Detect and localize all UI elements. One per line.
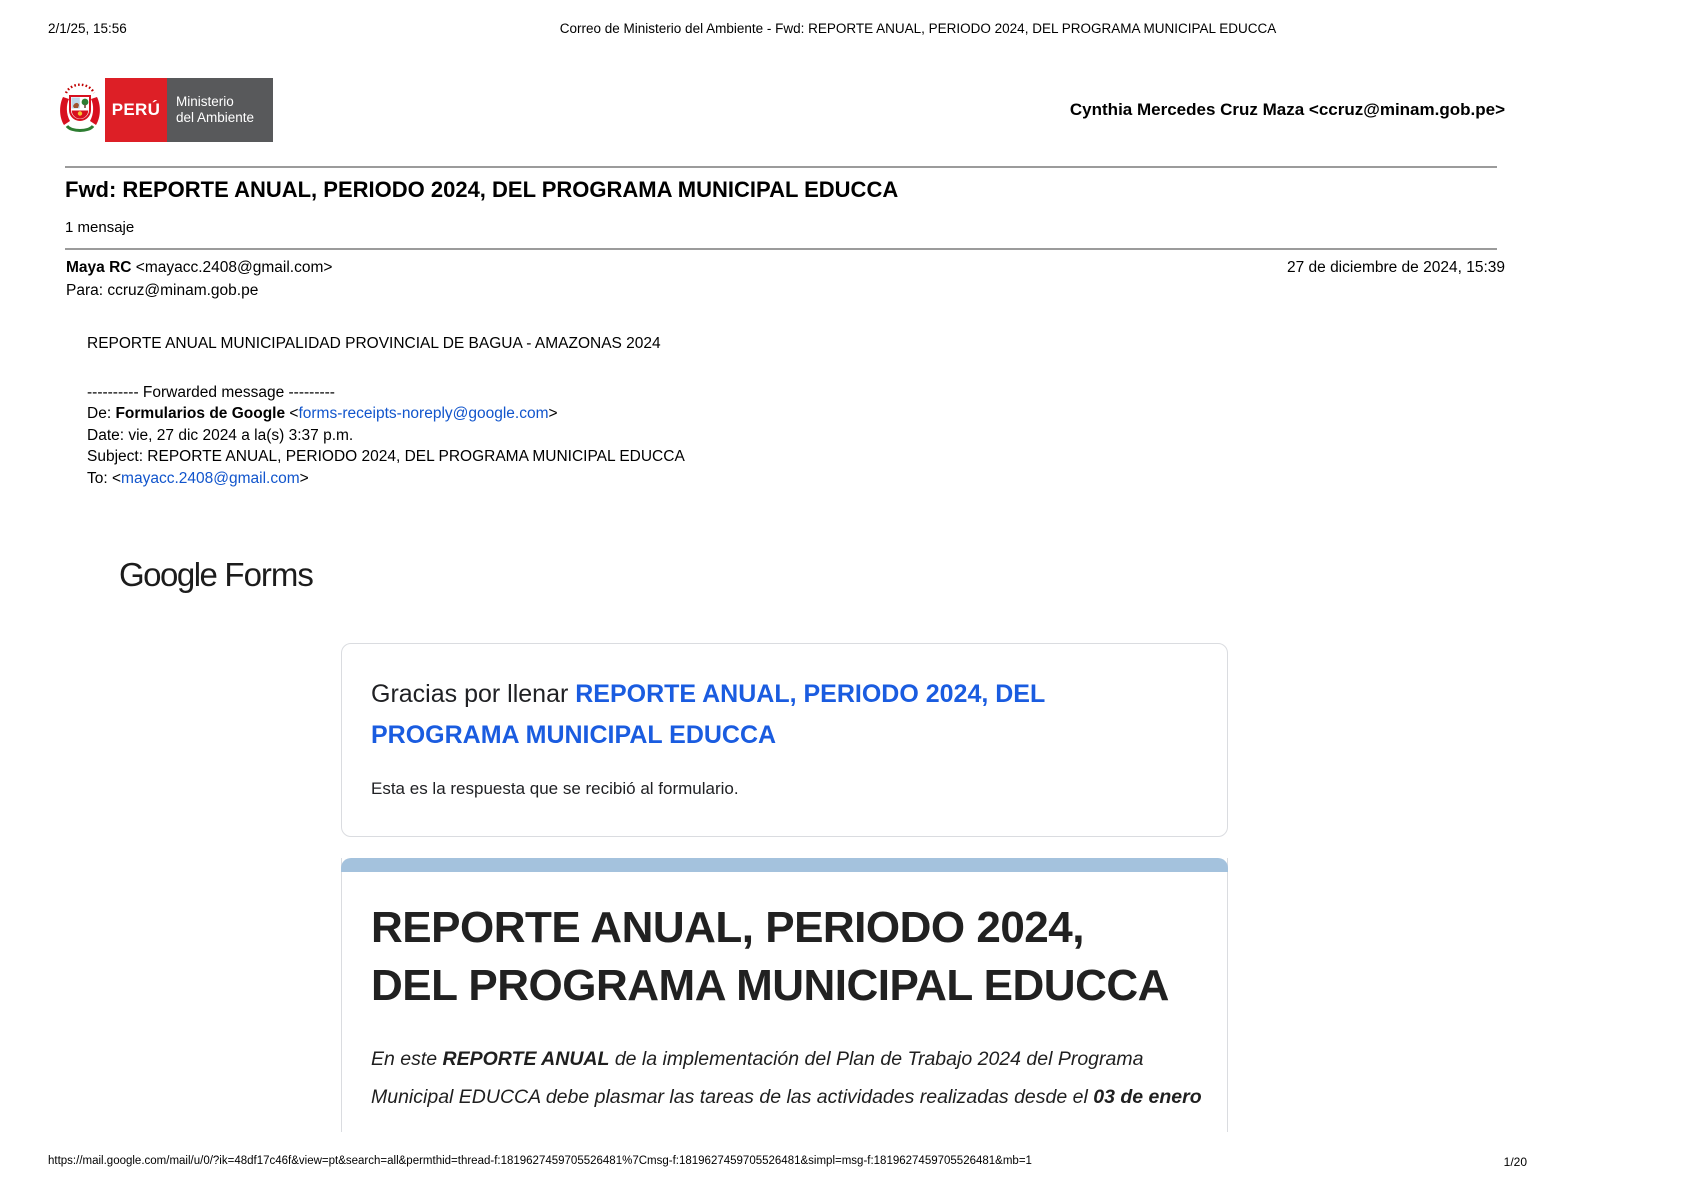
desc-bold1: REPORTE ANUAL (442, 1048, 610, 1070)
message-header-row (66, 259, 1505, 277)
thanks-prefix: Gracias por llenar (371, 680, 576, 708)
form-title-line1: REPORTE ANUAL, PERIODO 2024, (371, 903, 1084, 952)
thread-subject: Fwd: REPORTE ANUAL, PERIODO 2024, DEL PROGRAMA MUNICIPAL EDUCCA (65, 177, 899, 202)
form-description (371, 1040, 1204, 1116)
desc-part2: de la implementación del Plan de Trabajo 2024 del Programa Municipal EDUCCA debe plasmar las tareas de las actividades realizadas desde el (371, 1048, 1144, 1108)
sender-email: <mayacc.2408@gmail.com> (131, 259, 333, 276)
sender-name: Maya RC (66, 259, 132, 276)
to-email-link[interactable]: mayacc.2408@gmail.com (121, 469, 300, 487)
logo-ministry-line1: Ministerio (176, 94, 234, 109)
account-owner: Cynthia Mercedes Cruz Maza <ccruz@minam.gob.pe> (1069, 100, 1505, 119)
logo-ministry-line2: del Ambiente (176, 110, 255, 125)
forwarded-divider: ---------- Forwarded message --------- (87, 383, 335, 401)
google-wordmark: Google (119, 556, 217, 593)
forms-wordmark: Forms (224, 556, 313, 593)
body-intro-line: REPORTE ANUAL MUNICIPALIDAD PROVINCIAL DE BAGUA - AMAZONAS 2024 (87, 335, 661, 352)
print-timestamp: 2/1/25, 15:56 (48, 21, 127, 36)
logo-ministry-label (167, 78, 273, 142)
minam-logo (55, 78, 273, 142)
peru-coat-of-arms-icon (55, 78, 105, 142)
angle-bracket: < (285, 405, 299, 422)
divider (65, 248, 1497, 250)
message-body (87, 333, 685, 489)
recipient-line: Para: ccruz@minam.gob.pe (66, 282, 259, 299)
forwarded-from-line (87, 403, 685, 425)
divider (65, 166, 1497, 168)
footer-page-number: 1/20 (1503, 1155, 1527, 1169)
form-title-line2: DEL PROGRAMA MUNICIPAL EDUCCA (371, 961, 1169, 1010)
forwarded-subject-line: Subject: REPORTE ANUAL, PERIODO 2024, DEL PROGRAMA MUNICIPAL EDUCCA (87, 448, 685, 465)
to-label: To: < (87, 469, 122, 487)
forwarded-to-line (87, 468, 685, 490)
thanks-text (371, 674, 1156, 756)
desc-bold2: 03 de enero (1093, 1086, 1202, 1108)
print-window-title: Correo de Ministerio del Ambiente - Fwd: REPORTE ANUAL, PERIODO 2024, DEL PROGRAMA MUNICIPAL EDUCCA (559, 21, 1277, 36)
angle-bracket: > (548, 405, 558, 422)
sender-line (66, 259, 332, 277)
from-email-link[interactable]: forms-receipts-noreply@google.com (298, 405, 549, 422)
forwarded-date-line: Date: vie, 27 dic 2024 a la(s) 3:37 p.m. (87, 426, 354, 444)
footer-url: https://mail.google.com/mail/u/0/?ik=48df17c46f&view=pt&search=all&permthid=thread-f:1819627459705526481%7Cmsg-f:1819627459705526481&simpl=msg-f:1819627459705526481&mb=1 (48, 1155, 1032, 1167)
google-forms-logo (119, 556, 313, 594)
thanks-subtitle: Esta es la respuesta que se recibió al formulario. (371, 779, 739, 798)
form-response-card (341, 858, 1228, 1132)
message-count: 1 mensaje (65, 219, 135, 236)
angle-bracket: > (299, 469, 309, 487)
form-response-title (371, 899, 1227, 1015)
desc-part1: En este (371, 1048, 443, 1070)
from-name: Formularios de Google (115, 405, 286, 422)
message-date: 27 de diciembre de 2024, 15:39 (1286, 259, 1505, 276)
card-accent-bar (341, 858, 1228, 872)
from-label: De: (87, 405, 116, 422)
logo-peru-label: PERÚ (105, 78, 167, 142)
form-title-link[interactable]: REPORTE ANUAL, PERIODO 2024, DEL PROGRAMA MUNICIPAL EDUCCA (371, 680, 1045, 749)
thanks-card (341, 643, 1228, 837)
